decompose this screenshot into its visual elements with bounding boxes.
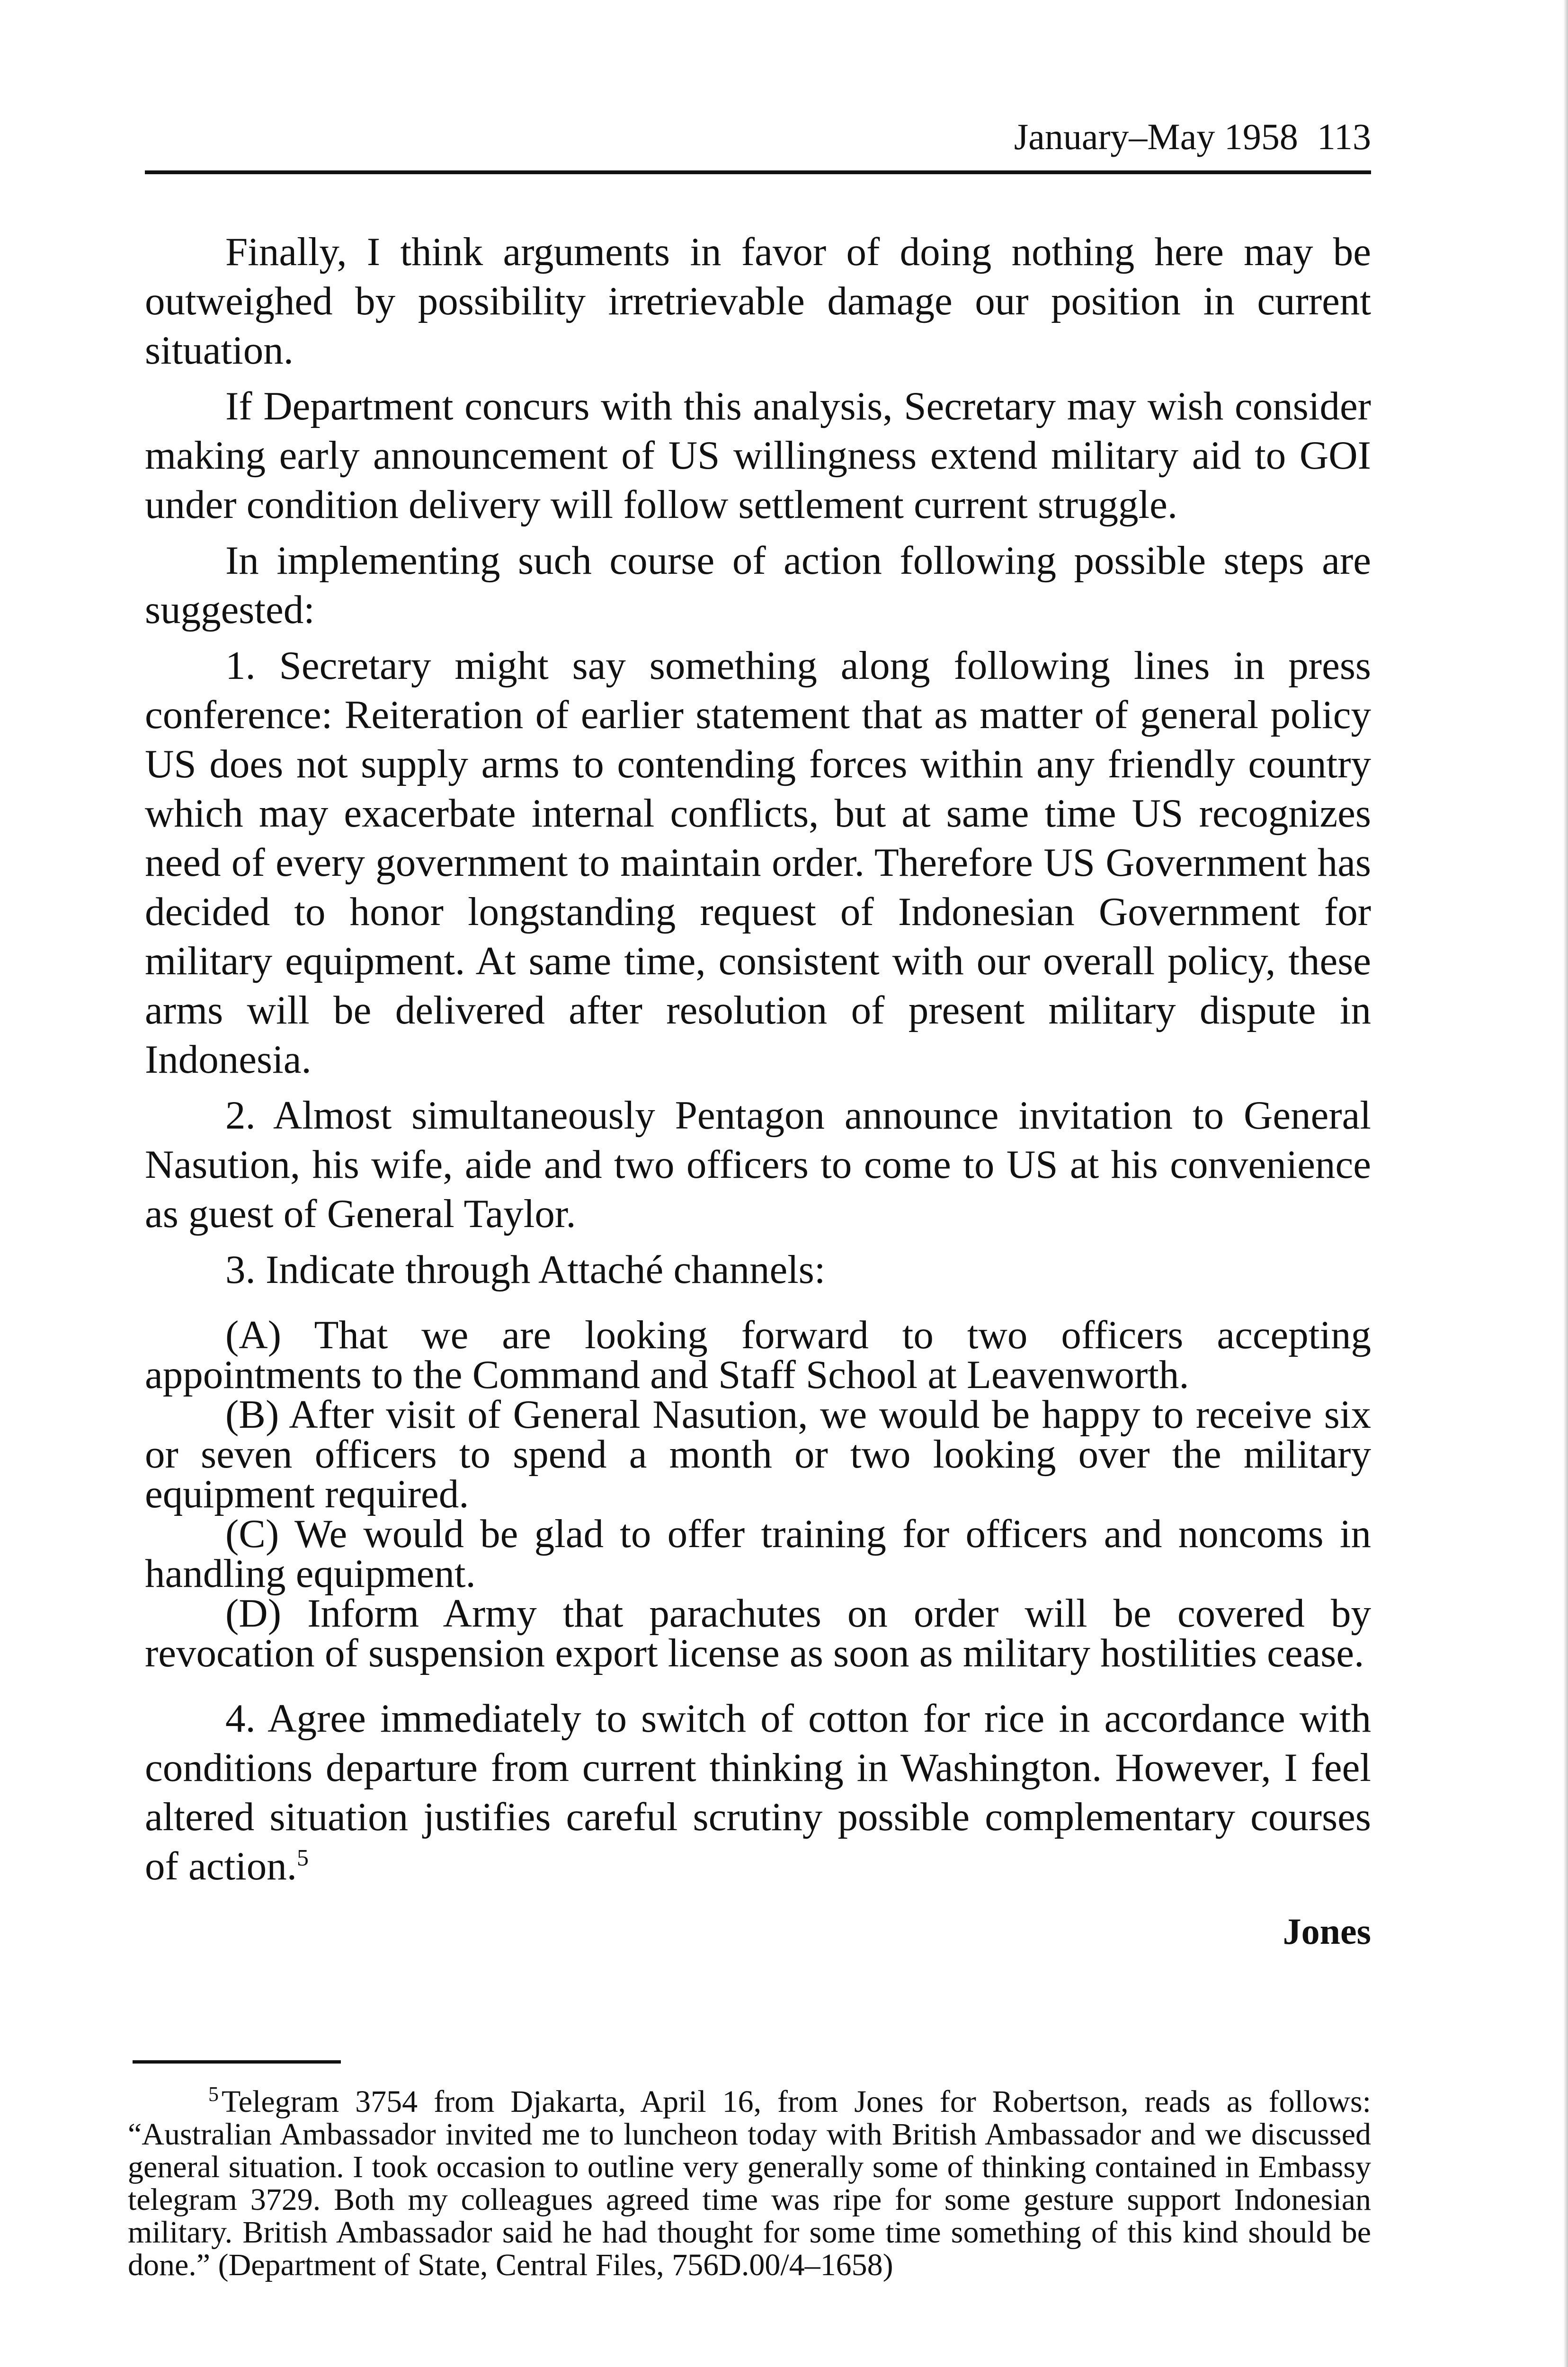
step-2-paragraph: 2. Almost simultaneously Pentagon announce invitation to General Nasution, his wife, aide and two officers to come to US at his convenience as guest of General Taylor. (145, 1093, 1371, 1236)
step-4-paragraph (145, 1694, 1371, 1891)
page-number: 113 (1317, 116, 1371, 157)
footnote-rule (133, 2060, 341, 2064)
step-4-text: 4. Agree immediately to switch of cotton for rice in accordance with conditions departure from current thinking in Washington. However, I feel altered situation justifies careful scrutiny possible complementary courses of action. (145, 1696, 1371, 1888)
subitem-a: (A) That we are looking forward to two officers accepting appointments to the Command and Staff School at Leavenworth. (145, 1313, 1371, 1397)
footnote (128, 2082, 1371, 2282)
paragraph-department-concurs: If Department concurs with this analysis, Secretary may wish consider making early announcement of US willingness extend military aid to GOI under condition delivery will follow settlement current struggle. (145, 384, 1371, 527)
signature: Jones (1283, 1911, 1371, 1952)
paragraph-implementing: In implementing such course of action following possible steps are suggested: (145, 538, 1371, 632)
subitem-c: (C) We would be glad to offer training for officers and noncoms in handling equipment. (145, 1512, 1371, 1596)
footnote-reference: 5 (297, 1844, 309, 1871)
running-title: January–May 1958 (1014, 116, 1298, 157)
page-edge-shadow (1563, 0, 1568, 2367)
paragraph-finally: Finally, I think arguments in favor of doing nothing here may be outweighed by possibility irretrievable damage our position in current situation. (145, 230, 1371, 373)
body-text (145, 227, 1371, 1897)
running-head (145, 118, 1371, 155)
step-1-paragraph: 1. Secretary might say something along following lines in press conference: Reiteration of earlier statement that as matter of general policy US does not supply arms to contending forces within any friendly country which may exacerbate internal conflicts, but at same time US recognizes need of every government to maintain order. Therefore US Government has decided to honor longstanding request of Indonesian Government for military equipment. At same time, consistent with our overall policy, these arms will be delivered after resolution of present military dispute in Indonesia. (145, 643, 1371, 1082)
subitem-b: (B) After visit of General Nasution, we would be happy to receive six or seven officers to spend a month or two looking over the military equipment required. (145, 1392, 1371, 1516)
header-rule (145, 170, 1371, 174)
footnote-paragraph (128, 2082, 1371, 2282)
footnote-marker: 5 (208, 2082, 219, 2106)
step-3-paragraph: 3. Indicate through Attaché channels: (225, 1247, 826, 1292)
footnote-text: Telegram 3754 from Djakarta, April 16, from Jones for Robertson, reads as follows: “Australian Ambassador invited me to luncheon today with British Ambassador and we discussed general situation. I took occasion to outline very generally some of thinking contained in Embassy telegram 3729. Both my colleagues agreed time was ripe for some gesture support Indonesian military. British Ambassador said he had thought for some time something of this kind should be done.” (Department of State, Central Files, 756D.00/4–1658) (128, 2084, 1371, 2282)
subitem-d: (D) Inform Army that parachutes on order will be covered by revocation of suspension export license as soon as military hostilities cease. (145, 1591, 1371, 1675)
